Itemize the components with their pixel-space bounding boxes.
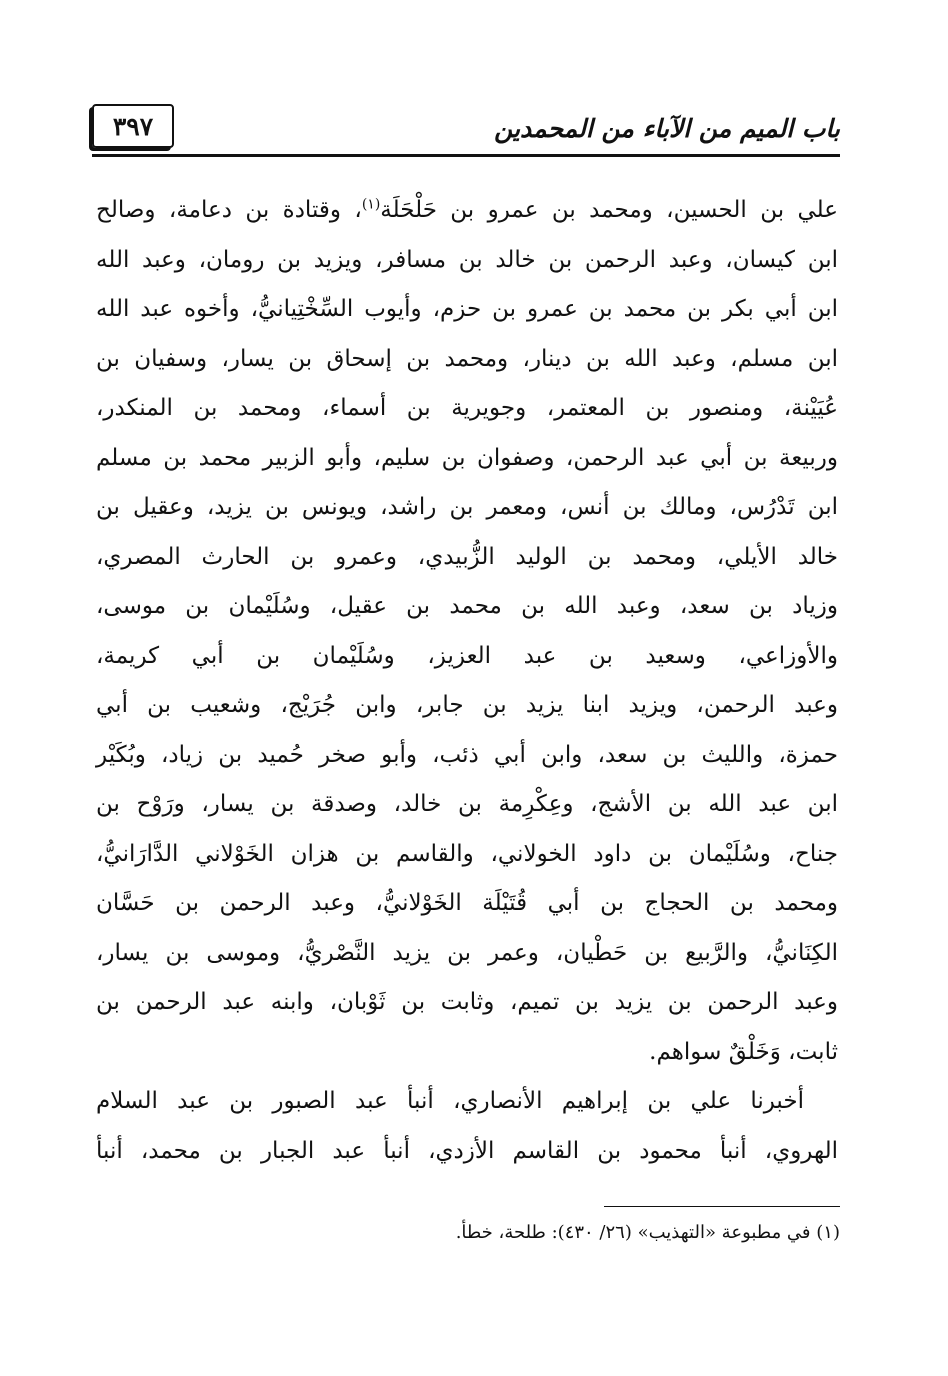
page-header — [92, 104, 840, 158]
running-title: باب الميم من الآباء من المحمدين — [494, 114, 840, 143]
text-line: والأوزاعي، وسعيد بن عبد العزيز، وسُلَيْمان بن أبي كريمة، — [96, 642, 838, 669]
text-line: ابن تَدْرُس، ومالك بن أنس، ومعمر بن راشد، ويونس بن يزيد، وعقيل بن — [96, 494, 838, 520]
text-line: جناح، وسُلَيْمان بن داود الخولاني، والقاسم بن هزان الخَوْلاني الدَّارَانيُّ، — [96, 840, 838, 867]
page-number: ٣٩٧ — [112, 111, 154, 141]
text-line: الهروي، أنبأ محمود بن القاسم الأزدي، أنبأ عبد الجبار بن محمد، أنبأ — [96, 1137, 838, 1164]
text-line: وعبد الرحمن، ويزيد ابنا يزيد بن جابر، وابن جُرَيْج، وشعيب بن أبي — [96, 692, 838, 718]
text-line: الكِنَانيُّ، والرَّبيع بن حَطْيان، وعمر بن يزيد النَّصْريُّ، وموسى بن يسار، — [96, 939, 838, 966]
header-rule — [92, 154, 840, 157]
text-line: خالد الأيلي، ومحمد بن الوليد الزُّبيدي، وعمرو بن الحارث المصري، — [96, 543, 838, 570]
text-line: وربيعة بن أبي عبد الرحمن، وصفوان بن سليم، وأبو الزبير محمد بن مسلم — [96, 444, 838, 471]
text-line: ومحمد بن الحجاج بن أبي قُتَيْلَة الخَوْلانيُّ، وعبد الرحمن بن حَسَّان — [96, 890, 838, 916]
text-line: أخبرنا علي بن إبراهيم الأنصاري، أنبأ عبد الصبور بن عبد السلام — [96, 1088, 804, 1114]
text-line: حمزة، والليث بن سعد، وابن أبي ذئب، وأبو صخر حُميد بن زياد، وبُكَيْر — [96, 741, 838, 768]
page-number-box — [92, 104, 174, 148]
text-line: ابن عبد الله بن الأشج، وعِكْرِمة بن خالد، وصدقة بن يسار، ورَوْح بن — [96, 791, 838, 817]
text-line: عُيَيْنة، ومنصور بن المعتمر، وجويرية بن أسماء، ومحمد بن المنكدر، — [96, 395, 838, 421]
text-line: ابن مسلم، وعبد الله بن دينار، ومحمد بن إسحاق بن يسار، وسفيان بن — [96, 345, 838, 372]
footnote-marker: (١) — [361, 196, 381, 213]
text-line: ابن كيسان، وعبد الرحمن بن خالد بن مسافر، ويزيد بن رومان، وعبد الله — [96, 246, 838, 273]
text-line: ثابت، وَخَلْقٌ سواهم. — [649, 1038, 838, 1065]
text-line: علي بن الحسين، ومحمد بن عمرو بن حَلْحَلَة$^{(١)}$، وقتادة بن دعامة، وصالح — [96, 196, 839, 223]
text-line: وزياد بن سعد، وعبد الله بن محمد بن عقيل، وسُلَيْمان بن موسى، — [96, 593, 838, 619]
main-text — [96, 186, 838, 1176]
footnote-rule — [604, 1206, 840, 1207]
text-line: ابن أبي بكر بن محمد بن عمرو بن حزم، وأيوب السِّخْتِيانيُّ، وأخوه عبد الله — [96, 296, 838, 322]
text-line: وعبد الرحمن بن يزيد بن تميم، وثابت بن ثَوْبان، وابنه عبد الرحمن بن — [96, 989, 838, 1015]
footnote: (١) في مطبوعة «التهذيب» (٢٦/ ٤٣٠): طلحة، خطأ. — [455, 1222, 840, 1243]
